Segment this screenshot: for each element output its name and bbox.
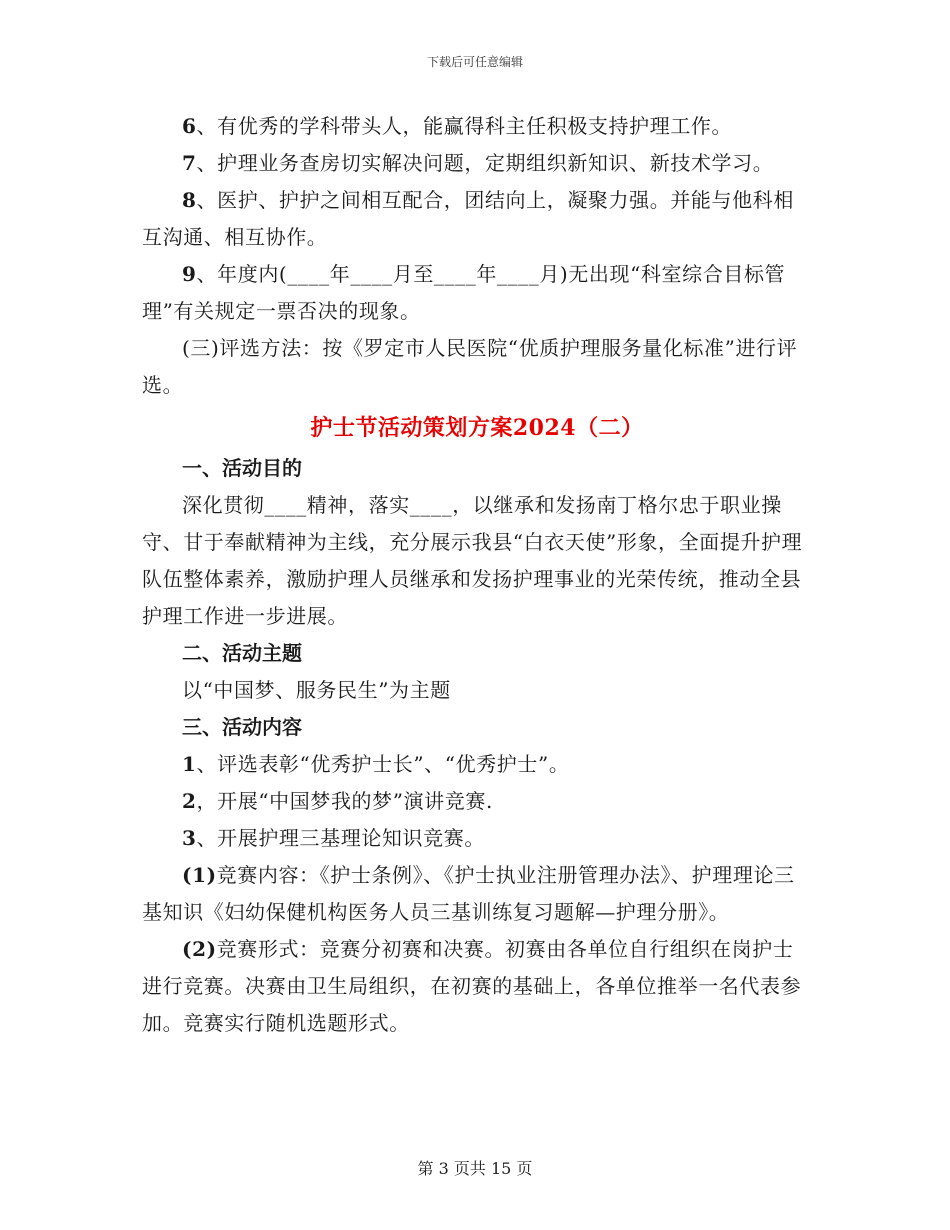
list-item: 1、评选表彰“优秀护士长”、“优秀护士”。 <box>182 752 570 776</box>
document-title: 护士节活动策划方案2024（二） <box>310 415 644 441</box>
list-item: 2，开展“中国梦我的梦”演讲竞赛. <box>182 789 493 813</box>
document-body <box>142 108 812 1042</box>
list-item: 7、护理业务查房切实解决问题，定期组织新知识、新技术学习。 <box>182 151 774 175</box>
section-heading-content: 三、活动内容 <box>182 715 302 739</box>
method-paragraph: (三)评选方法：按《罗定市人民医院“优质护理服务量化标准”进行评选。 <box>142 336 798 397</box>
contest-content-paragraph: (1)竞赛内容：《护士条例》、《护士执业注册管理办法》、护理理论三基知识《妇幼保健机构医务人员三基训练复习题解—护理分册》。 <box>142 863 795 924</box>
list-item: 8、医护、护护之间相互配合，团结向上，凝聚力强。并能与他科相互沟通、相互协作。 <box>142 188 794 249</box>
section-heading-theme: 二、活动主题 <box>182 641 302 665</box>
section-heading-purpose: 一、活动目的 <box>182 456 302 480</box>
page-number: 第 3 页共 15 页 <box>417 1159 533 1178</box>
contest-form-paragraph: (2)竞赛形式：竞赛分初赛和决赛。初赛由各单位自行组织在岗护士进行竞赛。决赛由卫生局组织，在初赛的基础上，各单位推举一名代表参加。竞赛实行随机选题形式。 <box>142 937 802 1035</box>
theme-paragraph: 以“中国梦、服务民生”为主题 <box>182 678 451 702</box>
list-item: 9、年度内(____年____月至____年____月)无出现“科室综合目标管理”有关规定一票否决的现象。 <box>142 262 786 323</box>
list-item: 3、开展护理三基理论知识竞赛。 <box>182 826 485 850</box>
list-item: 6、有优秀的学科带头人，能赢得科主任积极支持护理工作。 <box>182 114 733 138</box>
header-note: 下载后可任意编辑 <box>426 55 523 69</box>
purpose-paragraph: 深化贯彻____精神，落实____，以继承和发扬南丁格尔忠于职业操守、甘于奉献精神为主线，充分展示我县“白衣天使”形象，全面提升护理队伍整体素养，激励护理人员继承和发扬护理事业的光荣传统，推动全县护理工作进一步进展。 <box>142 493 803 628</box>
